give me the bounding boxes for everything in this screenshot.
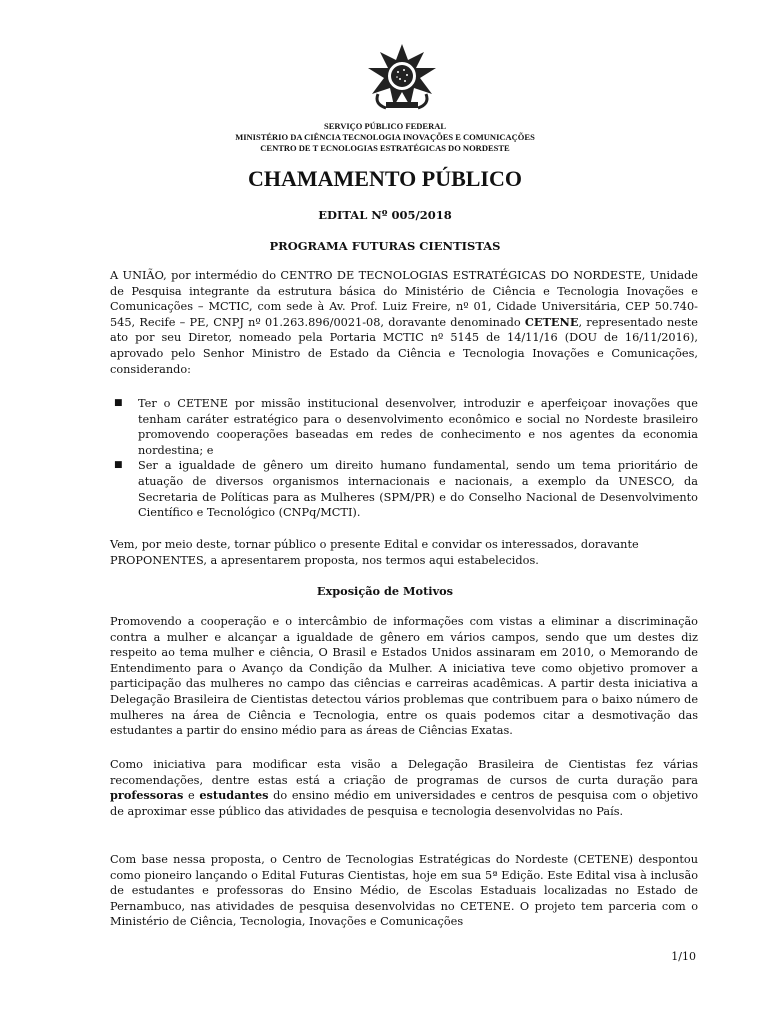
bullet-icon: ■ [114, 460, 123, 471]
page-number: 1/10 [671, 950, 696, 963]
intro-paragraph [110, 268, 698, 377]
institution-header [0, 121, 770, 154]
motivos2-bold-1: professoras [110, 788, 184, 803]
motivos-paragraph-2 [110, 757, 698, 819]
intro-bold-cetene: CETENE [524, 314, 579, 329]
header-line-1: SERVIÇO PÚBLICO FEDERAL [323, 121, 447, 131]
motivos2-bold-2: estudantes [199, 788, 269, 803]
list-item [110, 458, 698, 520]
motivos2-text-3: do ensino médio em universidades e centros de pesquisa com o objetivo de aproximar esse público das atividades de pesquisa e tecnologia desenvolvidas no País. [110, 789, 698, 818]
edital-number: EDITAL Nº 005/2018 [318, 208, 452, 222]
header-line-3: CENTRO DE T ECNOLOGIAS ESTRATÉGICAS DO NORDESTE [260, 143, 510, 153]
considerations-list [110, 396, 698, 521]
call-paragraph: Vem, por meio deste, tornar público o presente Edital e convidar os interessados, doravante PROPONENTES, a apresentarem proposta, nos termos aqui estabelecidos. [110, 538, 639, 567]
program-name: PROGRAMA FUTURAS CIENTISTAS [269, 239, 501, 253]
section-title: Exposição de Motivos [316, 584, 454, 598]
list-item [110, 396, 698, 458]
motivos-paragraph-3: Com base nessa proposta, o Centro de Tecnologias Estratégicas do Nordeste (CETENE) despontou como pioneiro lançando o Edital Futuras Cientistas, hoje em sua 5ª Edição. Este Edital visa à inclusão de estudantes e professoras do Ensino Médio, de Escolas Estaduais localizadas no Estado de Pernambuco, nas atividades de pesquisa desenvolvidas no CETENE. O projeto tem parceria com o Ministério de Ciência, Tecnologia, Inovações e Comunicações [110, 853, 698, 929]
intro-text-2: , representado neste ato por seu Diretor, nomeado pela Portaria MCTIC nº 5145 de 14/11/16 (DOU de 16/11/2016), aprovado pelo Senhor Ministro de Estado da Ciência e Tecnologia Inovações e Comunicações, considerando: [110, 315, 698, 376]
bullet-icon: ■ [114, 398, 123, 408]
list-item-text: Ser a igualdade de gênero um direito humano fundamental, sendo um tema prioritário de atuação de diversos organismos internacionais e nacionais, a exemplo da UNESCO, da Secretaria de Políticas para as Mulheres (SPM/PR) e do Conselho Nacional de Desenvolvimento Científico e Tecnológico (CNPq/MCTI). [138, 459, 698, 520]
motivos-paragraph-1: Promovendo a cooperação e o intercâmbio de informações com vistas a eliminar a discriminação contra a mulher e alcançar a igualdade de gênero em vários campos, sendo que um destes diz respeito ao tema mulher e ciência, O Brasil e Estados Unidos assinaram em 2010, o Memorando de Entendimento para o Avanço da Condição da Mulher. A iniciativa teve como objetivo promover a participação das mulheres no campo das ciências e carreiras acadêmicas. A partir desta iniciativa a Delegação Brasileira de Cientistas detectou vários problemas que contribuem para o baixo número de mulheres na área de Ciência e Tecnologia, entre os quais podemos citar a desmotivação das estudantes a partir do ensino médio para as áreas de Ciências Exatas. [110, 615, 698, 738]
header-line-2: MINISTÉRIO DA CIÊNCIA TECNOLOGIA INOVAÇÕES E COMUNICAÇÕES [235, 132, 535, 142]
intro-text-1: A UNIÃO, por intermédio do CENTRO DE TECNOLOGIAS ESTRATÉGICAS DO NORDESTE, Unidade de Pesquisa integrante da estrutura básica do Ministério de Ciência e Tecnologia Inovações e Comunicações – MCTIC, com sede à Av. Prof. Luiz Freire, nº 01, Cidade Universitária, CEP 50.740-545, Recife – PE, CNPJ nº 01.263.896/0021-08, doravante denominado [110, 269, 698, 329]
document-title: CHAMAMENTO PÚBLICO [248, 166, 522, 191]
list-item-text: Ter o CETENE por missão institucional desenvolver, introduzir e aperfeiçoar inovações que tenham caráter estratégico para o desenvolvimento econômico e social no Nordeste brasileiro promovendo cooperações baseadas em redes de conhecimento e nos agentes da economia nordestina; e [138, 397, 698, 457]
motivos2-text-1: Como iniciativa para modificar esta visão a Delegação Brasileira de Cientistas fez várias recomendações, dentre estas está a criação de programas de cursos de curta duração para [110, 758, 698, 787]
motivos2-text-2: e [183, 789, 200, 803]
coat-of-arms-icon [364, 42, 440, 118]
